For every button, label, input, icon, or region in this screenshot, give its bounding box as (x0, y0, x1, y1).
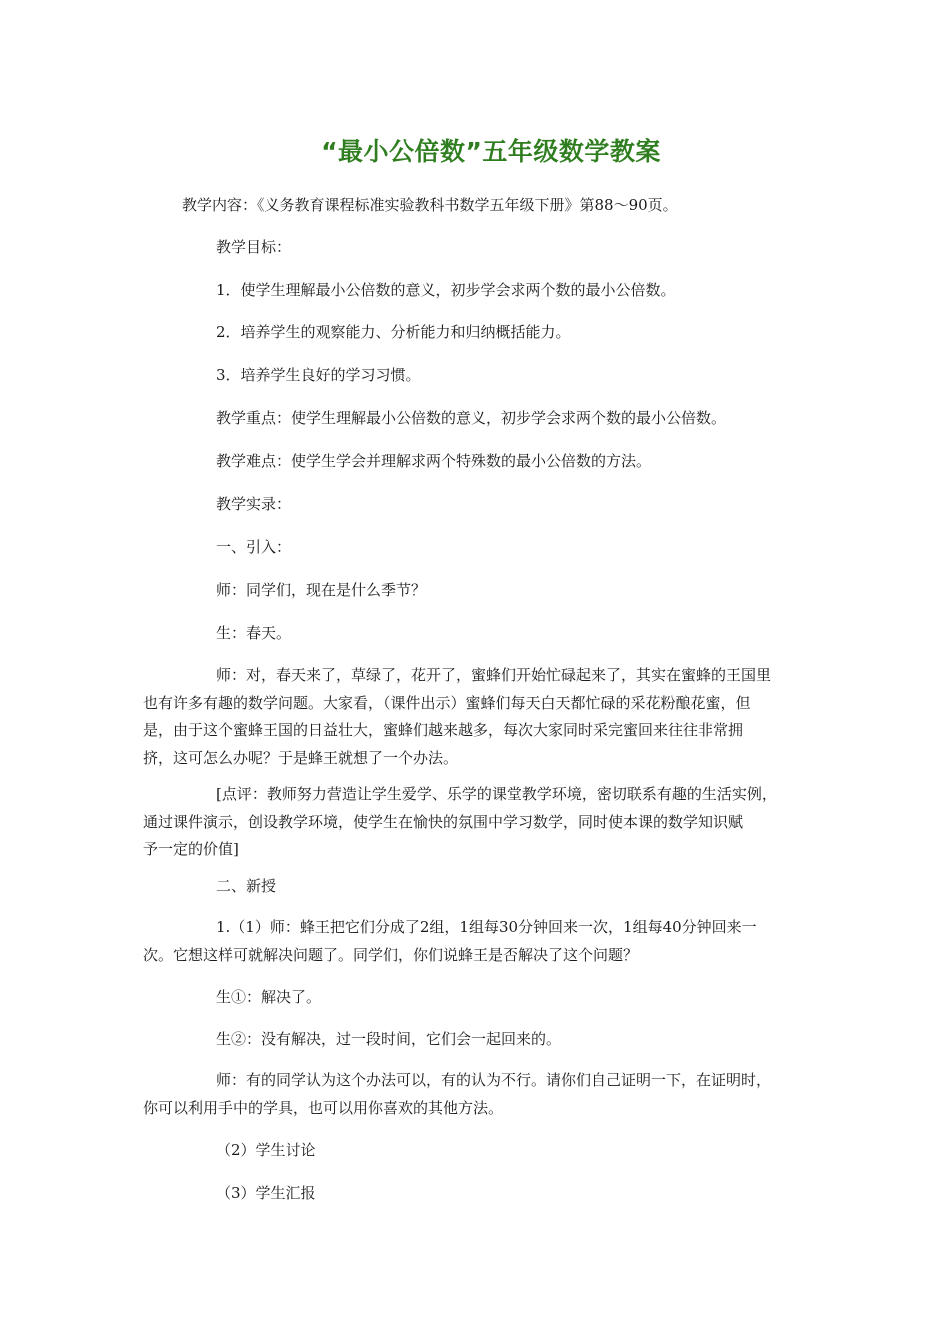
key-point: 教学重点：使学生理解最小公倍数的意义，初步学会求两个数的最小公倍数。 (216, 409, 727, 427)
teaching-content: 教学内容：《义务教育课程标准实验教科书数学五年级下册》第88～90页。 (182, 196, 678, 214)
goal-1: 1．使学生理解最小公倍数的意义，初步学会求两个数的最小公倍数。 (216, 281, 676, 299)
section-intro-heading: 一、引入： (216, 538, 292, 556)
paragraph-line: 也有许多有趣的数学问题。大家看，（课件出示）蜜蜂们每天白天都忙碌的采花粉酿花蜜，但 (143, 693, 751, 712)
document-title: “最小公倍数”五年级数学教案 (321, 137, 661, 166)
paragraph-line: 师：对，春天来了，草绿了，花开了，蜜蜂们开始忙碌起来了，其实在蜜蜂的王国里 (216, 666, 772, 684)
goals-heading: 教学目标： (216, 238, 292, 256)
student-answer-2: 生②：没有解决，过一段时间，它们会一起回来的。 (216, 1030, 562, 1048)
paragraph-line: 次。它想这样可就解决问题了。同学们，你们说蜂王是否解决了这个问题？ (143, 945, 639, 964)
paragraph-line: 予一定的价值] (143, 840, 239, 858)
student-answer: 生：春天。 (216, 624, 292, 642)
step-2: （2）学生讨论 (216, 1141, 316, 1159)
student-answer-1: 生①：解决了。 (216, 988, 322, 1006)
paragraph-line: 通过课件演示，创设教学环境，使学生在愉快的氛围中学习数学，同时使本课的数学知识赋 (143, 812, 744, 831)
paragraph-line: 1.（1）师：蜂王把它们分成了2组，1组每30分钟回来一次，1组每40分钟回来一 (216, 918, 757, 936)
step-1-paragraph (143, 914, 811, 969)
comment-paragraph (143, 781, 811, 864)
section-new-heading: 二、新授 (216, 877, 277, 895)
goal-3: 3．培养学生良好的学习习惯。 (216, 366, 421, 384)
difficulty-point: 教学难点：使学生学会并理解求两个特殊数的最小公倍数的方法。 (216, 452, 652, 470)
paragraph-line: 是，由于这个蜜蜂王国的日益壮大，蜜蜂们越来越多，每次大家同时采完蜜回来往往非常拥 (143, 721, 744, 739)
paragraph-line: [点评：教师努力营造让学生爱学、乐学的课堂教学环境，密切联系有趣的生活实例， (216, 785, 777, 803)
teacher-question: 师：同学们，现在是什么季节？ (216, 581, 427, 599)
teacher-paragraph-1 (143, 662, 811, 772)
paragraph-line: 你可以利用手中的学具，也可以用你喜欢的其他方法。 (143, 1098, 504, 1117)
step-3: （3）学生汇报 (216, 1184, 316, 1202)
goal-2: 2．培养学生的观察能力、分析能力和归纳概括能力。 (216, 323, 571, 341)
paragraph-line: 师：有的同学认为这个办法可以，有的认为不行。请你们自己证明一下，在证明时， (216, 1071, 772, 1089)
record-heading: 教学实录： (216, 495, 292, 513)
paragraph-line: 挤，这可怎么办呢？于是蜂王就想了一个办法。 (143, 748, 459, 767)
teacher-paragraph-2 (143, 1067, 811, 1122)
